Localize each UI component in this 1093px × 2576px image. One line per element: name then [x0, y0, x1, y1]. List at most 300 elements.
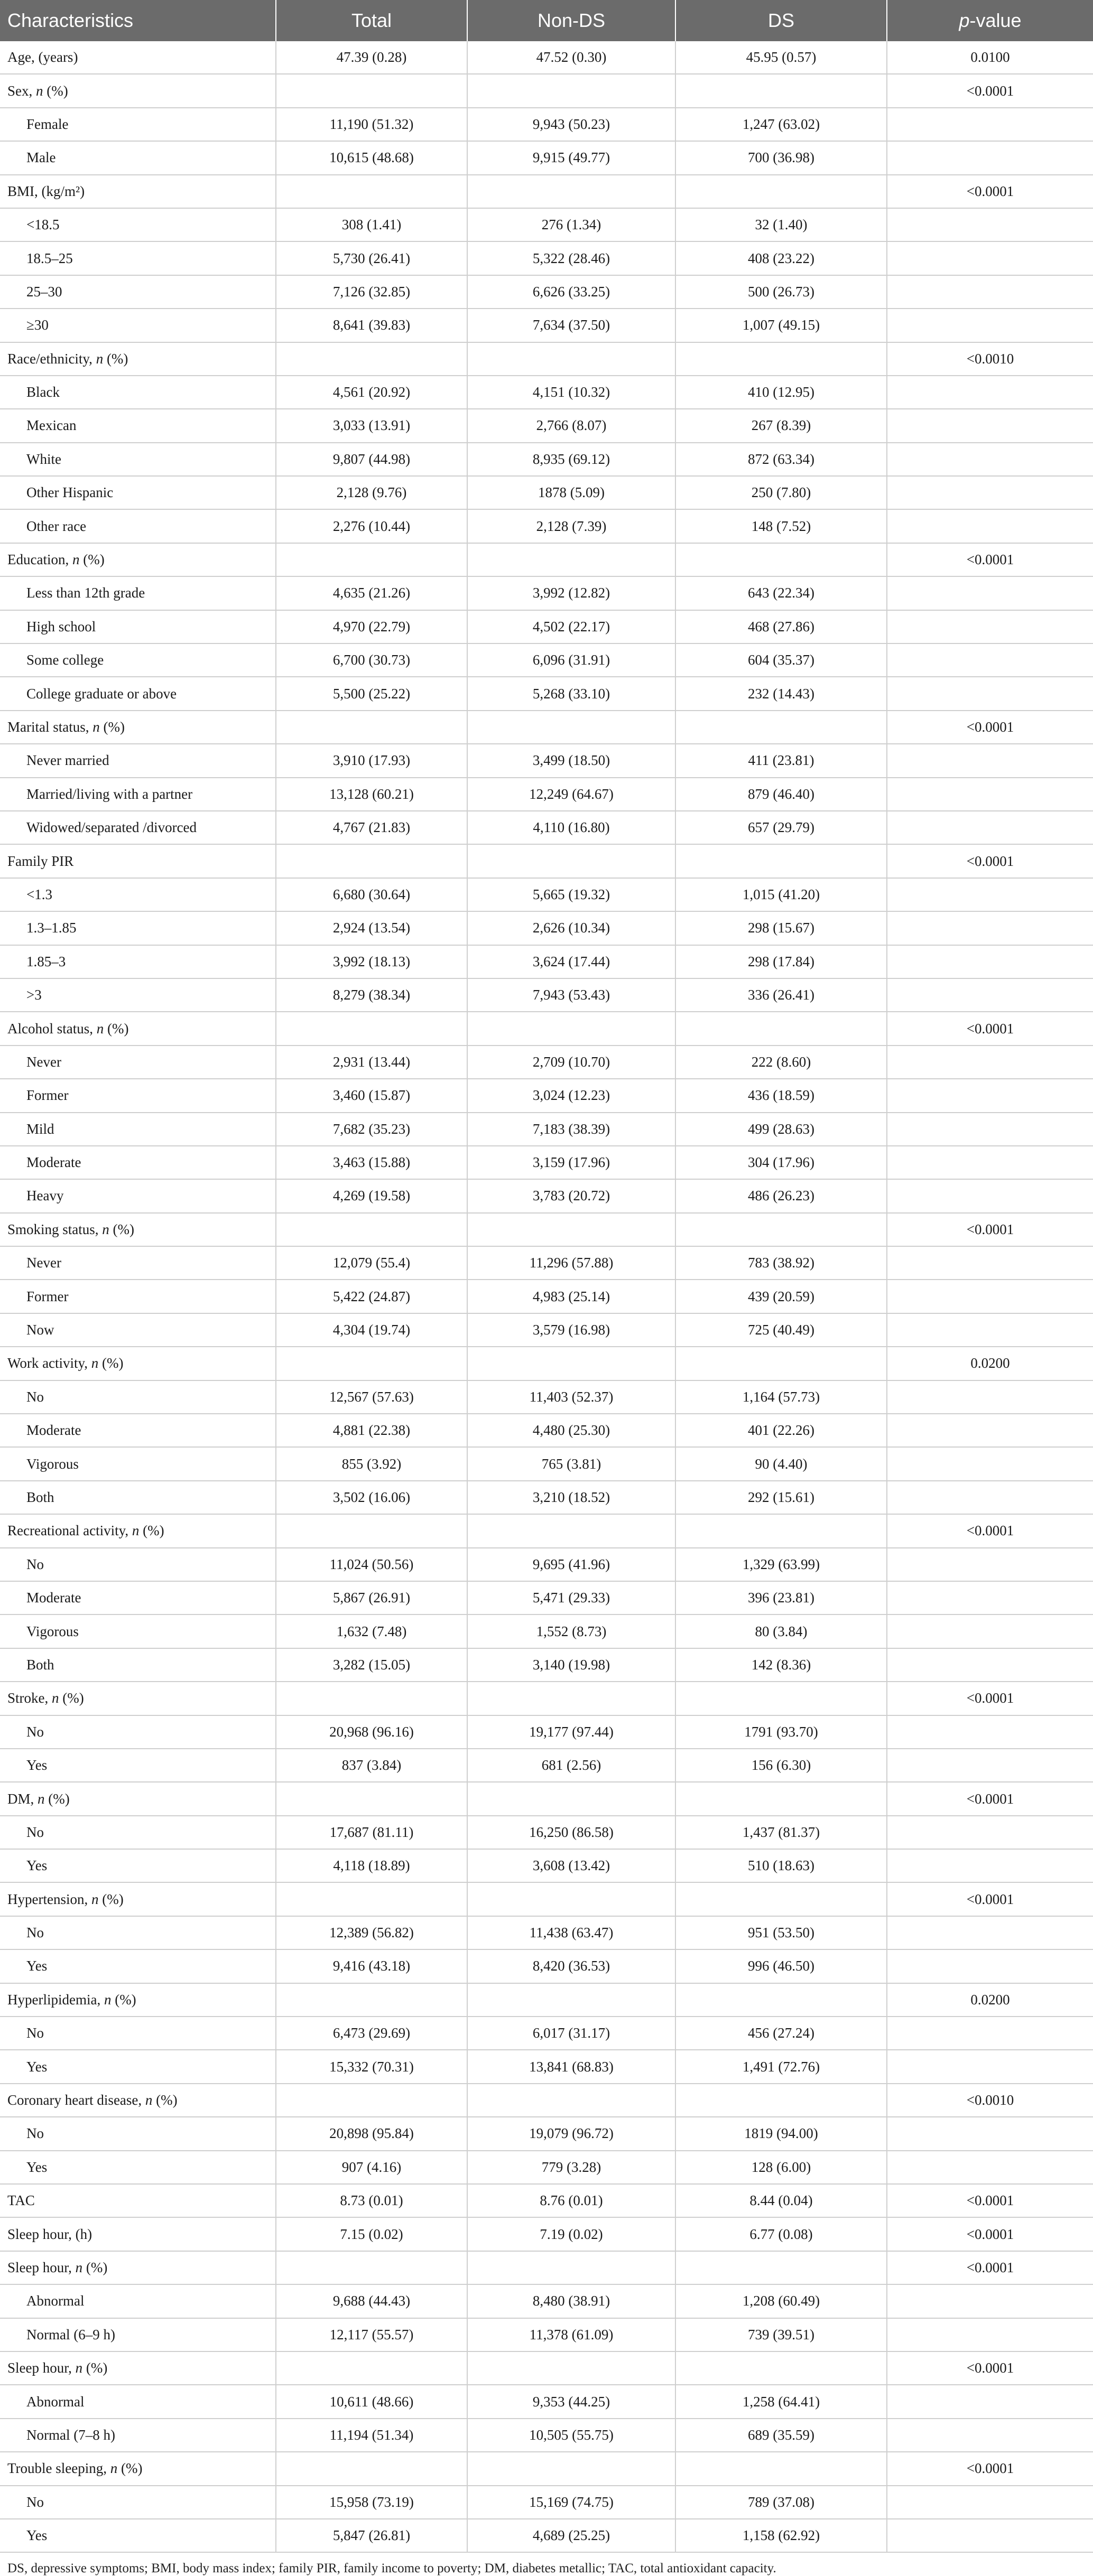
- cell-p-value: <0.0001: [887, 2251, 1093, 2284]
- cell-non-ds: 3,024 (12.23): [467, 1079, 675, 1112]
- table-subrow: [0, 476, 1093, 509]
- cell-characteristic: No: [0, 1816, 276, 1849]
- cell-non-ds: 8,420 (36.53): [467, 1949, 675, 1983]
- cell-total: [276, 844, 467, 878]
- table-subrow: [0, 1749, 1093, 1782]
- table-footnote: DS, depressive symptoms; BMI, body mass index; family PIR, family income to poverty; DM, diabetes metallic; TAC, total antioxidant capacity.: [7, 2561, 776, 2576]
- cell-ds: [675, 1514, 887, 1547]
- cell-p-value: [887, 1313, 1093, 1347]
- table-subrow: [0, 409, 1093, 442]
- cell-characteristic: Heavy: [0, 1179, 276, 1212]
- cell-p-value: [887, 1581, 1093, 1614]
- cell-non-ds: 779 (3.28): [467, 2151, 675, 2184]
- cell-characteristic: Mexican: [0, 409, 276, 442]
- cell-total: [276, 2251, 467, 2284]
- cell-non-ds: 6,017 (31.17): [467, 2017, 675, 2050]
- cell-total: 3,910 (17.93): [276, 744, 467, 777]
- cell-ds: 739 (39.51): [675, 2318, 887, 2351]
- table-subrow: [0, 1614, 1093, 1648]
- cell-characteristic: No: [0, 1380, 276, 1414]
- cell-total: 12,079 (55.4): [276, 1246, 467, 1280]
- header-non-ds: Non-DS: [467, 0, 675, 41]
- cell-ds: 725 (40.49): [675, 1313, 887, 1347]
- cell-ds: [675, 2084, 887, 2117]
- cell-characteristic: No: [0, 1916, 276, 1949]
- cell-non-ds: 4,110 (16.80): [467, 811, 675, 844]
- cell-characteristic: High school: [0, 610, 276, 643]
- cell-non-ds: 13,841 (68.83): [467, 2050, 675, 2083]
- cell-p-value: <0.0010: [887, 342, 1093, 376]
- table-row: [0, 1213, 1093, 1246]
- cell-total: [276, 1514, 467, 1547]
- cell-characteristic: White: [0, 443, 276, 476]
- cell-non-ds: 3,140 (19.98): [467, 1648, 675, 1682]
- cell-total: 6,473 (29.69): [276, 2017, 467, 2050]
- table-row: [0, 2351, 1093, 2385]
- cell-p-value: [887, 2284, 1093, 2318]
- cell-non-ds: [467, 1012, 675, 1045]
- cell-characteristic: 25–30: [0, 275, 276, 309]
- cell-ds: 510 (18.63): [675, 1849, 887, 1882]
- table-subrow: [0, 2050, 1093, 2083]
- cell-total: 9,807 (44.98): [276, 443, 467, 476]
- cell-characteristic: 18.5–25: [0, 241, 276, 275]
- table-subrow: [0, 978, 1093, 1012]
- cell-ds: 250 (7.80): [675, 476, 887, 509]
- cell-total: 3,463 (15.88): [276, 1146, 467, 1179]
- table-subrow: [0, 1046, 1093, 1079]
- cell-total: 47.39 (0.28): [276, 41, 467, 74]
- cell-p-value: <0.0010: [887, 2084, 1093, 2117]
- cell-ds: 500 (26.73): [675, 275, 887, 309]
- cell-characteristic: Never: [0, 1246, 276, 1280]
- table-subrow: [0, 1849, 1093, 1882]
- header-row: [0, 0, 1093, 41]
- table-row: [0, 2217, 1093, 2251]
- cell-p-value: 0.0200: [887, 1347, 1093, 1380]
- cell-total: 10,611 (48.66): [276, 2385, 467, 2418]
- cell-characteristic: Education, n (%): [0, 543, 276, 576]
- cell-total: 7,126 (32.85): [276, 275, 467, 309]
- table-subrow: [0, 1715, 1093, 1749]
- table-subrow: [0, 811, 1093, 844]
- cell-p-value: [887, 1246, 1093, 1280]
- cell-characteristic: Abnormal: [0, 2385, 276, 2418]
- cell-total: 837 (3.84): [276, 1749, 467, 1782]
- cell-p-value: [887, 1447, 1093, 1480]
- table-row: [0, 2184, 1093, 2217]
- cell-characteristic: Now: [0, 1313, 276, 1347]
- cell-non-ds: [467, 543, 675, 576]
- cell-ds: [675, 1983, 887, 2017]
- cell-p-value: [887, 509, 1093, 543]
- cell-non-ds: 2,128 (7.39): [467, 509, 675, 543]
- cell-non-ds: 5,268 (33.10): [467, 677, 675, 710]
- cell-total: 4,561 (20.92): [276, 376, 467, 409]
- cell-p-value: [887, 2017, 1093, 2050]
- cell-non-ds: 7,634 (37.50): [467, 309, 675, 342]
- table-row: [0, 1882, 1093, 1916]
- header-p-value: [887, 0, 1093, 41]
- cell-total: 11,190 (51.32): [276, 108, 467, 141]
- cell-p-value: [887, 1046, 1093, 1079]
- cell-characteristic: Yes: [0, 2050, 276, 2083]
- cell-ds: 267 (8.39): [675, 409, 887, 442]
- cell-characteristic: ≥30: [0, 309, 276, 342]
- table-subrow: [0, 208, 1093, 241]
- cell-p-value: [887, 2385, 1093, 2418]
- table-subrow: [0, 2419, 1093, 2452]
- cell-total: 8,279 (38.34): [276, 978, 467, 1012]
- cell-total: [276, 2351, 467, 2385]
- cell-characteristic: Race/ethnicity, n (%): [0, 342, 276, 376]
- cell-non-ds: [467, 1983, 675, 2017]
- table-row: [0, 1012, 1093, 1045]
- table-subrow: [0, 878, 1093, 911]
- cell-p-value: <0.0001: [887, 1782, 1093, 1815]
- cell-p-value: <0.0001: [887, 711, 1093, 744]
- cell-characteristic: Moderate: [0, 1581, 276, 1614]
- cell-p-value: <0.0001: [887, 2452, 1093, 2485]
- cell-ds: 90 (4.40): [675, 1447, 887, 1480]
- cell-characteristic: Male: [0, 141, 276, 174]
- cell-p-value: <0.0001: [887, 543, 1093, 576]
- cell-p-value: [887, 878, 1093, 911]
- cell-p-value: <0.0001: [887, 1012, 1093, 1045]
- cell-p-value: [887, 141, 1093, 174]
- cell-ds: [675, 74, 887, 107]
- cell-non-ds: 8.76 (0.01): [467, 2184, 675, 2217]
- table-row: [0, 1983, 1093, 2017]
- table-subrow: [0, 1648, 1093, 1682]
- cell-p-value: [887, 2050, 1093, 2083]
- table-subrow: [0, 108, 1093, 141]
- cell-ds: 1,208 (60.49): [675, 2284, 887, 2318]
- table-subrow: [0, 945, 1093, 978]
- header-total: Total: [276, 0, 467, 41]
- cell-total: [276, 2452, 467, 2485]
- cell-non-ds: 4,480 (25.30): [467, 1414, 675, 1447]
- cell-total: 9,688 (44.43): [276, 2284, 467, 2318]
- cell-non-ds: 15,169 (74.75): [467, 2486, 675, 2519]
- cell-p-value: [887, 978, 1093, 1012]
- cell-ds: 456 (27.24): [675, 2017, 887, 2050]
- cell-non-ds: 6,626 (33.25): [467, 275, 675, 309]
- cell-p-value: <0.0001: [887, 175, 1093, 208]
- cell-p-value: [887, 443, 1093, 476]
- cell-ds: 304 (17.96): [675, 1146, 887, 1179]
- table-row: [0, 711, 1093, 744]
- cell-characteristic: 1.85–3: [0, 945, 276, 978]
- cell-characteristic: Age, (years): [0, 41, 276, 74]
- cell-ds: 1,158 (62.92): [675, 2519, 887, 2552]
- table-row: [0, 543, 1093, 576]
- cell-characteristic: No: [0, 2486, 276, 2519]
- cell-ds: 45.95 (0.57): [675, 41, 887, 74]
- cell-ds: 1,247 (63.02): [675, 108, 887, 141]
- cell-total: 3,282 (15.05): [276, 1648, 467, 1682]
- cell-characteristic: Vigorous: [0, 1447, 276, 1480]
- cell-total: 4,970 (22.79): [276, 610, 467, 643]
- cell-non-ds: 11,438 (63.47): [467, 1916, 675, 1949]
- cell-non-ds: 5,665 (19.32): [467, 878, 675, 911]
- cell-total: [276, 342, 467, 376]
- cell-ds: 142 (8.36): [675, 1648, 887, 1682]
- cell-ds: 951 (53.50): [675, 1916, 887, 1949]
- table-row: [0, 2084, 1093, 2117]
- cell-non-ds: 47.52 (0.30): [467, 41, 675, 74]
- cell-characteristic: Married/living with a partner: [0, 778, 276, 811]
- header-p-italic: p: [959, 10, 970, 31]
- cell-ds: [675, 1782, 887, 1815]
- cell-ds: [675, 2351, 887, 2385]
- cell-total: 7,682 (35.23): [276, 1113, 467, 1146]
- cell-ds: 1,329 (63.99): [675, 1548, 887, 1581]
- cell-total: 8,641 (39.83): [276, 309, 467, 342]
- cell-characteristic: DM, n (%): [0, 1782, 276, 1815]
- table-subrow: [0, 2151, 1093, 2184]
- cell-ds: 1,258 (64.41): [675, 2385, 887, 2418]
- cell-ds: 156 (6.30): [675, 1749, 887, 1782]
- cell-total: 5,847 (26.81): [276, 2519, 467, 2552]
- cell-p-value: [887, 376, 1093, 409]
- cell-characteristic: Other race: [0, 509, 276, 543]
- cell-total: 2,924 (13.54): [276, 911, 467, 945]
- cell-p-value: [887, 1949, 1093, 1983]
- cell-total: 20,898 (95.84): [276, 2117, 467, 2150]
- table-subrow: [0, 1113, 1093, 1146]
- cell-p-value: [887, 1749, 1093, 1782]
- cell-characteristic: Never: [0, 1046, 276, 1079]
- cell-ds: [675, 844, 887, 878]
- cell-p-value: [887, 1614, 1093, 1648]
- cell-non-ds: 9,915 (49.77): [467, 141, 675, 174]
- cell-total: 6,680 (30.64): [276, 878, 467, 911]
- cell-ds: [675, 1213, 887, 1246]
- cell-p-value: [887, 1849, 1093, 1882]
- cell-non-ds: 2,766 (8.07): [467, 409, 675, 442]
- cell-total: 9,416 (43.18): [276, 1949, 467, 1983]
- cell-characteristic: Both: [0, 1481, 276, 1514]
- cell-p-value: 0.0100: [887, 41, 1093, 74]
- table-row: [0, 2251, 1093, 2284]
- cell-p-value: [887, 1481, 1093, 1514]
- cell-non-ds: 11,296 (57.88): [467, 1246, 675, 1280]
- cell-non-ds: [467, 342, 675, 376]
- cell-characteristic: No: [0, 1715, 276, 1749]
- cell-p-value: [887, 2519, 1093, 2552]
- cell-non-ds: [467, 175, 675, 208]
- cell-total: [276, 1012, 467, 1045]
- cell-total: 4,304 (19.74): [276, 1313, 467, 1347]
- table-body: [0, 41, 1093, 2552]
- cell-p-value: [887, 1079, 1093, 1112]
- cell-non-ds: 9,695 (41.96): [467, 1548, 675, 1581]
- cell-non-ds: [467, 1347, 675, 1380]
- cell-p-value: [887, 643, 1093, 677]
- cell-non-ds: [467, 2084, 675, 2117]
- cell-characteristic: College graduate or above: [0, 677, 276, 710]
- table-row: [0, 1347, 1093, 1380]
- table-subrow: [0, 376, 1093, 409]
- cell-non-ds: [467, 1782, 675, 1815]
- cell-non-ds: 2,626 (10.34): [467, 911, 675, 945]
- cell-characteristic: Yes: [0, 2519, 276, 2552]
- cell-characteristic: Normal (7–8 h): [0, 2419, 276, 2452]
- cell-ds: [675, 543, 887, 576]
- cell-non-ds: 19,079 (96.72): [467, 2117, 675, 2150]
- cell-characteristic: Female: [0, 108, 276, 141]
- cell-non-ds: 276 (1.34): [467, 208, 675, 241]
- table-subrow: [0, 1481, 1093, 1514]
- cell-p-value: [887, 945, 1093, 978]
- cell-characteristic: <1.3: [0, 878, 276, 911]
- cell-non-ds: 681 (2.56): [467, 1749, 675, 1782]
- table-subrow: [0, 1581, 1093, 1614]
- cell-p-value: [887, 811, 1093, 844]
- cell-non-ds: 3,159 (17.96): [467, 1146, 675, 1179]
- cell-ds: [675, 342, 887, 376]
- cell-characteristic: Less than 12th grade: [0, 576, 276, 610]
- cell-non-ds: [467, 1882, 675, 1916]
- cell-characteristic: Normal (6–9 h): [0, 2318, 276, 2351]
- cell-characteristic: Black: [0, 376, 276, 409]
- cell-p-value: [887, 677, 1093, 710]
- cell-characteristic: >3: [0, 978, 276, 1012]
- cell-ds: 643 (22.34): [675, 576, 887, 610]
- cell-total: [276, 1882, 467, 1916]
- cell-characteristic: Former: [0, 1280, 276, 1313]
- table-subrow: [0, 1380, 1093, 1414]
- cell-total: [276, 175, 467, 208]
- cell-total: 4,881 (22.38): [276, 1414, 467, 1447]
- cell-characteristic: No: [0, 2117, 276, 2150]
- cell-ds: 879 (46.40): [675, 778, 887, 811]
- cell-total: 4,635 (21.26): [276, 576, 467, 610]
- cell-p-value: [887, 1548, 1093, 1581]
- cell-non-ds: 4,689 (25.25): [467, 2519, 675, 2552]
- cell-characteristic: Moderate: [0, 1414, 276, 1447]
- cell-characteristic: Former: [0, 1079, 276, 1112]
- cell-non-ds: 3,579 (16.98): [467, 1313, 675, 1347]
- cell-ds: [675, 1012, 887, 1045]
- cell-characteristic: Other Hispanic: [0, 476, 276, 509]
- cell-non-ds: 11,403 (52.37): [467, 1380, 675, 1414]
- table-subrow: [0, 1246, 1093, 1280]
- cell-total: [276, 2084, 467, 2117]
- cell-non-ds: 16,250 (86.58): [467, 1816, 675, 1849]
- cell-characteristic: Vigorous: [0, 1614, 276, 1648]
- table-subrow: [0, 1949, 1093, 1983]
- table-subrow: [0, 2117, 1093, 2150]
- cell-non-ds: [467, 1514, 675, 1547]
- table-subrow: [0, 309, 1093, 342]
- table-row: [0, 74, 1093, 107]
- cell-total: [276, 1347, 467, 1380]
- cell-ds: [675, 2251, 887, 2284]
- cell-non-ds: [467, 2251, 675, 2284]
- cell-total: 15,958 (73.19): [276, 2486, 467, 2519]
- table-row: [0, 2452, 1093, 2485]
- cell-ds: 486 (26.23): [675, 1179, 887, 1212]
- table-subrow: [0, 1179, 1093, 1212]
- cell-p-value: [887, 1414, 1093, 1447]
- cell-ds: 411 (23.81): [675, 744, 887, 777]
- cell-characteristic: Yes: [0, 2151, 276, 2184]
- cell-characteristic: Marital status, n (%): [0, 711, 276, 744]
- cell-ds: 408 (23.22): [675, 241, 887, 275]
- cell-total: 6,700 (30.73): [276, 643, 467, 677]
- cell-characteristic: Widowed/separated /divorced: [0, 811, 276, 844]
- cell-p-value: <0.0001: [887, 1213, 1093, 1246]
- cell-characteristic: Yes: [0, 1749, 276, 1782]
- table-subrow: [0, 443, 1093, 476]
- cell-characteristic: Coronary heart disease, n (%): [0, 2084, 276, 2117]
- table-subrow: [0, 778, 1093, 811]
- cell-characteristic: Moderate: [0, 1146, 276, 1179]
- cell-ds: 789 (37.08): [675, 2486, 887, 2519]
- cell-characteristic: Some college: [0, 643, 276, 677]
- table-subrow: [0, 1414, 1093, 1447]
- cell-non-ds: 9,943 (50.23): [467, 108, 675, 141]
- cell-non-ds: 7,183 (38.39): [467, 1113, 675, 1146]
- cell-total: 2,128 (9.76): [276, 476, 467, 509]
- cell-characteristic: TAC: [0, 2184, 276, 2217]
- cell-non-ds: [467, 2452, 675, 2485]
- cell-p-value: [887, 2486, 1093, 2519]
- cell-ds: 1,164 (57.73): [675, 1380, 887, 1414]
- cell-ds: [675, 1682, 887, 1715]
- cell-total: [276, 1213, 467, 1246]
- cell-p-value: [887, 476, 1093, 509]
- cell-total: 7.15 (0.02): [276, 2217, 467, 2251]
- cell-p-value: [887, 108, 1093, 141]
- cell-non-ds: 2,709 (10.70): [467, 1046, 675, 1079]
- cell-p-value: [887, 1280, 1093, 1313]
- cell-p-value: <0.0001: [887, 1682, 1093, 1715]
- table-subrow: [0, 1548, 1093, 1581]
- cell-total: [276, 74, 467, 107]
- cell-ds: 401 (22.26): [675, 1414, 887, 1447]
- table-subrow: [0, 744, 1093, 777]
- cell-total: 4,767 (21.83): [276, 811, 467, 844]
- cell-p-value: [887, 1113, 1093, 1146]
- cell-total: 855 (3.92): [276, 1447, 467, 1480]
- cell-non-ds: 4,502 (22.17): [467, 610, 675, 643]
- cell-p-value: [887, 241, 1093, 275]
- cell-characteristic: 1.3–1.85: [0, 911, 276, 945]
- cell-non-ds: 3,608 (13.42): [467, 1849, 675, 1882]
- header-characteristics: Characteristics: [0, 0, 276, 41]
- cell-total: 1,632 (7.48): [276, 1614, 467, 1648]
- cell-p-value: [887, 778, 1093, 811]
- table-row: [0, 41, 1093, 74]
- cell-characteristic: Mild: [0, 1113, 276, 1146]
- cell-non-ds: 765 (3.81): [467, 1447, 675, 1480]
- cell-p-value: [887, 409, 1093, 442]
- cell-ds: 1,007 (49.15): [675, 309, 887, 342]
- cell-non-ds: [467, 74, 675, 107]
- cell-p-value: <0.0001: [887, 2351, 1093, 2385]
- table-subrow: [0, 643, 1093, 677]
- cell-characteristic: Alcohol status, n (%): [0, 1012, 276, 1045]
- cell-total: 11,194 (51.34): [276, 2419, 467, 2452]
- cell-ds: 292 (15.61): [675, 1481, 887, 1514]
- cell-characteristic: <18.5: [0, 208, 276, 241]
- cell-ds: [675, 1347, 887, 1380]
- cell-total: 5,500 (25.22): [276, 677, 467, 710]
- cell-characteristic: No: [0, 1548, 276, 1581]
